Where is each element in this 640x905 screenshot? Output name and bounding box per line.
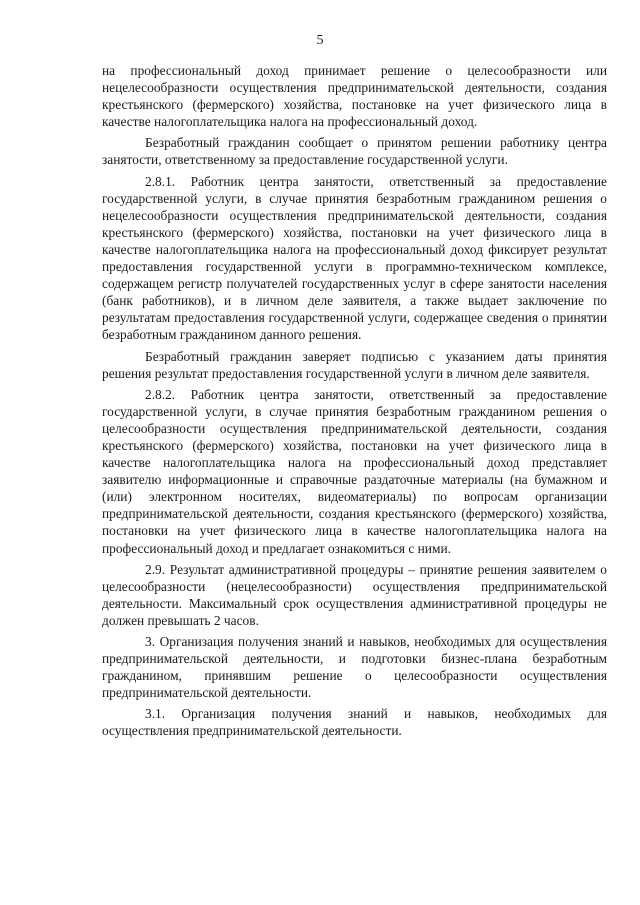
paragraph-continuation: на профессиональный доход принимает решение о целесообразности или нецелесообразности осуществления предпринимательской деятельности, создания крестьянского (фермерского) хозяйства, постановке на учет физического лица в качестве налогоплательщика налога на профессиональный доход. bbox=[102, 63, 607, 130]
paragraph-2-8-2: 2.8.2. Работник центра занятости, ответственный за предоставление государственной услуги, в случае принятия безработным гражданином решения о целесообразности осуществления предпринимательской деятельности, создания крестьянского (фермерского) хозяйства, постановки на учет физического лица в качестве налогоплательщика налога на профессиональный доход представляет заявителю информационные и справочные раздаточные материалы (на бумажном и (или) электронном носителях, видеоматериалы) по вопросам организации предпринимательской деятельности, создания крестьянского (фермерского) хозяйства, постановки на учет физического лица в качестве налогоплательщика налога на профессиональный доход и предлагает ознакомиться с ними. bbox=[102, 386, 607, 556]
page-number: 5 bbox=[316, 33, 324, 48]
paragraph-2-8-1: 2.8.1. Работник центра занятости, ответственный за предоставление государственной услуги, в случае принятия безработным гражданином решения о нецелесообразности осуществления предпринимательской деятельности, создания крестьянского (фермерского) хозяйства, постановки на учет физического лица в качестве налогоплательщика налога на профессиональный доход фиксирует результат предоставления государственной услуги в программно-техническом комплексе, содержащем регистр получателей государственных услуг в сфере занятости населения (банк работников), и в личном деле заявителя, а также выдает заключение по результатам предоставления государственной услуги, содержащее сведения о принятии безработным гражданином данного решения. bbox=[102, 173, 607, 343]
document-body bbox=[102, 62, 607, 744]
paragraph-citizen-signs: Безработный гражданин заверяет подписью с указанием даты принятия решения результат предоставления государственной услуги в личном деле заявителя. bbox=[102, 348, 607, 381]
paragraph-3-1: 3.1. Организация получения знаний и навыков, необходимых для осуществления предпринимательской деятельности. bbox=[102, 706, 607, 739]
paragraph-2-9: 2.9. Результат административной процедуры – принятие решения заявителем о целесообразности (нецелесообразности) осуществления предпринимательской деятельности. Максимальный срок осуществления административной процедуры не должен превышать 2 часов. bbox=[102, 561, 607, 628]
paragraph-section-3: 3. Организация получения знаний и навыков, необходимых для осуществления предпринимательской деятельности, и подготовки бизнес-плана безработным гражданином, принявшим решение о целесообразности осуществления предпринимательской деятельности. bbox=[102, 634, 607, 701]
paragraph-citizen-informs: Безработный гражданин сообщает о принятом решении работнику центра занятости, ответственному за предоставление государственной услуги. bbox=[102, 135, 607, 168]
